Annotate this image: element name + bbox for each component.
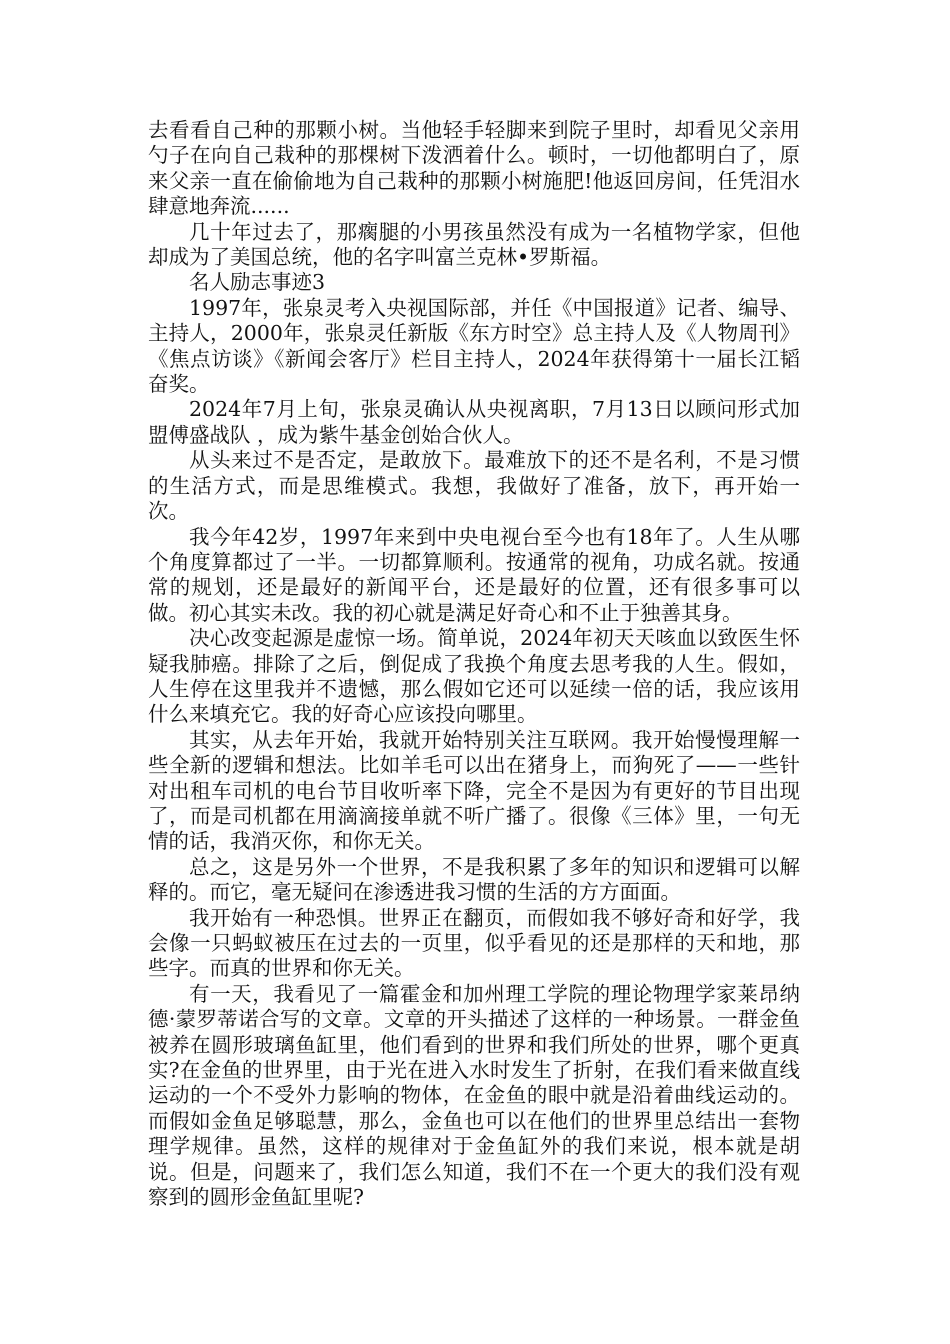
paragraph-internet: 其实，从去年开始，我就开始特别关注互联网。我开始慢慢理解一些全新的逻辑和想法。比如羊毛可以出在猪身上，而狗死了——一些针对出租车司机的电台节目收听率下降，完全不是因为有更好的节目出现了，而是司机都在用滴滴接单就不听广播了。很像《三体》里，一句无情的话，我消灭你，和你无关。 — [148, 727, 800, 854]
paragraph-departure-2024: 2024年7月上旬，张泉灵确认从央视离职，7月13日以顾问形式加盟傅盛战队 ，成为紫牛基金创始合伙人。 — [148, 397, 800, 447]
paragraph-career-1997: 1997年，张泉灵考入央视国际部，并任《中国报道》记者、编导、主持人，2000年，张泉灵任新版《东方时空》总主持人及《人物周刊》《焦点访谈》《新闻会客厅》栏目主持人，2024年获得第十一届长江韬奋奖。 — [148, 295, 800, 397]
paragraph-health-scare: 决心改变起源是虚惊一场。简单说，2024年初天天咳血以致医生怀疑我肺癌。排除了之后，倒促成了我换个角度去思考我的人生。假如，人生停在这里我并不遗憾，那么假如它还可以延续一倍的话，我应该用什么来填充它。我的好奇心应该投向哪里。 — [148, 626, 800, 727]
paragraph-goldfish: 有一天，我看见了一篇霍金和加州理工学院的理论物理学家莱昂纳德·蒙罗蒂诺合写的文章。文章的开头描述了这样的一种场景。一群金鱼被养在圆形玻璃鱼缸里，他们看到的世界和我们所处的世界，哪个更真实?在金鱼的世界里，由于光在进入水时发生了折射，在我们看来做直线运动的一个不受外力影响的物体，在金鱼的眼中就是沿着曲线运动的。而假如金鱼足够聪慧，那么，金鱼也可以在他们的世界里总结出一套物理学规律。虽然，这样的规律对于金鱼缸外的我们来说，根本就是胡说。但是，问题来了，我们怎么知道，我们不在一个更大的我们没有观察到的圆形金鱼缸里呢? — [148, 981, 800, 1210]
document-body — [148, 118, 800, 1210]
paragraph-roosevelt-conclusion: 几十年过去了，那瘸腿的小男孩虽然没有成为一名植物学家，但他却成为了美国总统，他的名字叫富兰克林•罗斯福。 — [148, 219, 800, 270]
paragraph-fear: 我开始有一种恐惧。世界正在翻页，而假如我不够好奇和好学，我会像一只蚂蚁被压在过去的一页里，似乎看见的还是那样的天和地，那些字。而真的世界和你无关。 — [148, 905, 800, 981]
paragraph-another-world: 总之，这是另外一个世界，不是我积累了多年的知识和逻辑可以解释的。而它，毫无疑问在渗透进我习惯的生活的方方面面。 — [148, 854, 800, 905]
section-heading: 名人励志事迹3 — [189, 270, 326, 295]
paragraph-continuation: 去看看自己种的那颗小树。当他轻手轻脚来到院子里时，却看见父亲用勺子在向自己栽种的那棵树下泼洒着什么。顿时，一切他都明白了，原来父亲一直在偷偷地为自己栽种的那颗小树施肥!他返回房间，任凭泪水肆意地奔流...... — [148, 118, 800, 219]
paragraph-age-42: 我今年42岁，1997年来到中央电视台至今也有18年了。人生从哪个角度算都过了一半。一切都算顺利。按通常的视角，功成名就。按通常的规划，还是最好的新闻平台，还是最好的位置，还有很多事可以做。初心其实未改。我的初心就是满足好奇心和不止于独善其身。 — [148, 524, 800, 625]
paragraph-start-over: 从头来过不是否定，是敢放下。最难放下的还不是名利，不是习惯的生活方式，而是思维模式。我想，我做好了准备，放下，再开始一次。 — [148, 448, 800, 524]
